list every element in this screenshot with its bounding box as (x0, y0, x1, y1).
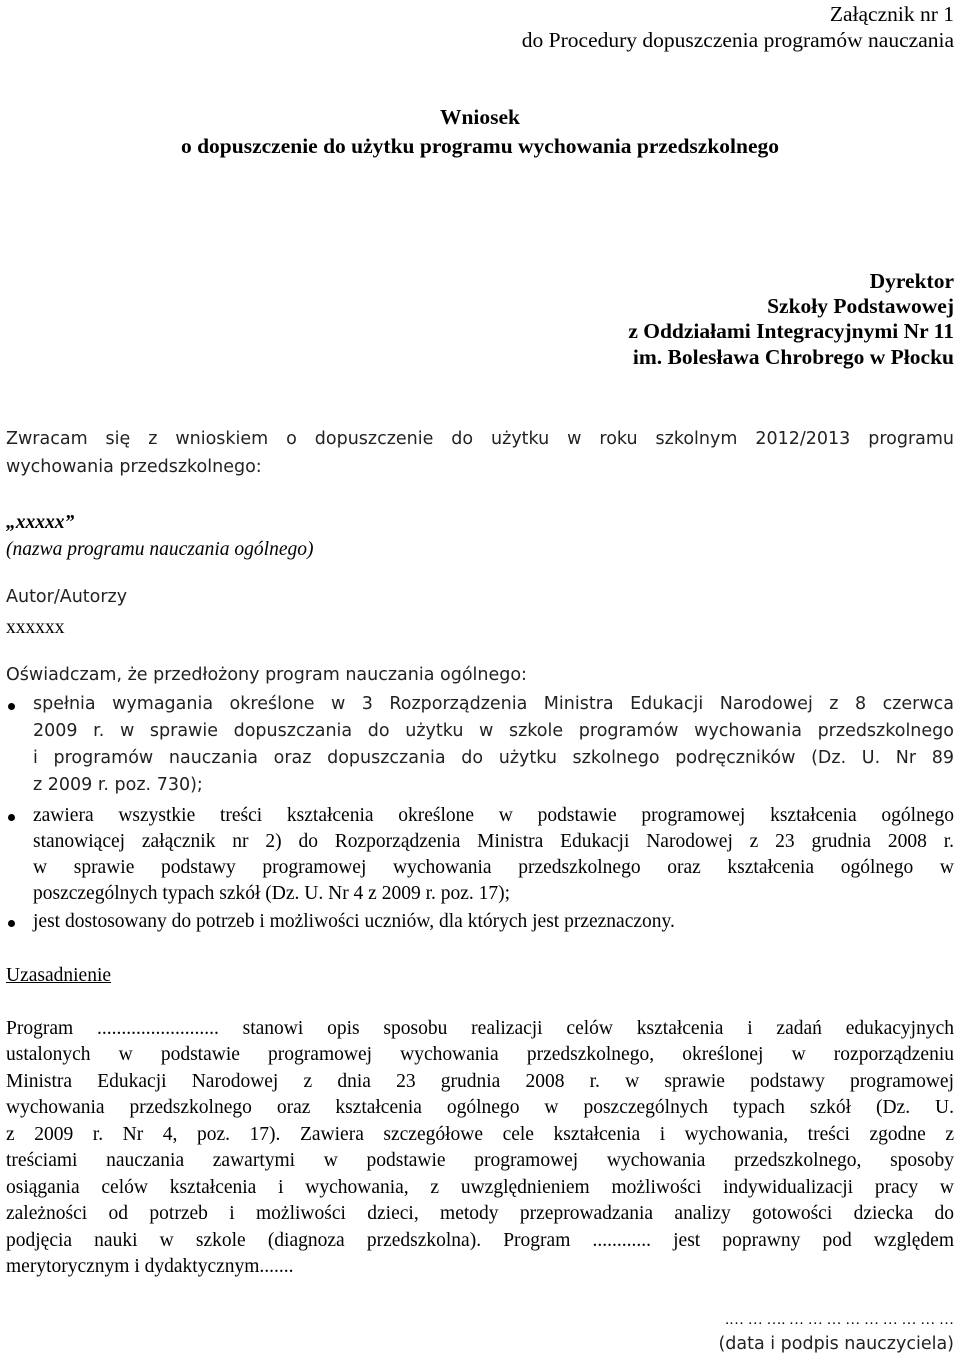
request-line-2: wychowania przedszkolnego: (6, 457, 262, 477)
author-value: xxxxxx (6, 617, 65, 638)
bullet-1-line-3: i programów nauczania oraz dopuszczania do użytku szkolnego podręczników (Dz. U. Nr 89 (33, 748, 954, 768)
bullet-2-marker (8, 814, 15, 821)
addressee-line-1: Dyrektor (869, 269, 954, 293)
bullet-2-line-3: w sprawie podstawy programowej wychowania przedszkolnego oraz kształcenia ogólnego w (33, 857, 954, 878)
bullet-1-line-4: z 2009 r. poz. 730); (33, 775, 203, 795)
justification-line-3: Ministra Edukacji Narodowej z dnia 23 grudnia 2008 r. w sprawie podstawy programowej (6, 1071, 954, 1092)
justification-line-8: zależności od potrzeb i możliwości dzieci, metody przeprowadzania analizy gotowości dziecka do (6, 1203, 954, 1224)
declaration-intro: Oświadczam, że przedłożony program nauczania ogólnego: (6, 665, 527, 685)
bullet-1-marker (8, 703, 15, 710)
justification-line-5: z 2009 r. Nr 4, poz. 17). Zawiera szczegółowe cele kształcenia i wychowania, treści zgodne z (6, 1124, 954, 1145)
signature-caption: (data i podpis nauczyciela) (718, 1334, 954, 1354)
addressee-line-3: z Oddziałami Integracyjnymi Nr 11 (628, 319, 954, 343)
justification-line-2: ustalonych w podstawie programowej wychowania przedszkolnego, określonej w rozporządzeniu (6, 1044, 954, 1065)
request-line-1: Zwracam się z wnioskiem o dopuszczenie do użytku w roku szkolnym 2012/2013 programu (6, 429, 954, 449)
bullet-3-marker (8, 920, 15, 927)
bullet-2-line-1: zawiera wszystkie treści kształcenia określone w podstawie programowej kształcenia ogólnego (33, 805, 954, 826)
bullet-2-line-2: stanowiącej załącznik nr 2) do Rozporządzenia Ministra Edukacji Narodowej z 23 grudnia 2008 r. (33, 831, 954, 852)
document-title: Wniosek (439, 105, 521, 129)
document-subtitle: o dopuszczenie do użytku programu wychowania przedszkolnego (180, 134, 780, 158)
justification-line-6: treściami nauczania zawartymi w podstawie programowej wychowania przedszkolnego, sposoby (6, 1150, 954, 1171)
bullet-1-line-2: 2009 r. w sprawie dopuszczania do użytku w szkole programów wychowania przedszkolnego (33, 721, 954, 741)
justification-line-9: podjęcia nauki w szkole (diagnoza przedszkolna). Program ............ jest poprawny pod względem (6, 1230, 954, 1251)
addressee-line-2: Szkoły Podstawowej (767, 294, 954, 318)
author-label: Autor/Autorzy (6, 587, 128, 607)
justification-heading: Uzasadnienie (6, 965, 112, 986)
attachment-procedure: do Procedury dopuszczenia programów nauczania (521, 28, 954, 52)
bullet-2-line-4: poszczególnych typach szkół (Dz. U. Nr 4 z 2009 r. poz. 17); (33, 883, 511, 904)
signature-dots: .… … …. … … … … … … … … … (725, 1312, 954, 1328)
justification-line-10: merytorycznym i dydaktycznym....... (6, 1256, 294, 1277)
justification-line-7: osiągania celów kształcenia i wychowania, z uwzględnieniem możliwości indywidualizacji pracy w (6, 1177, 954, 1198)
justification-line-1: Program ......................... stanowi opis sposobu realizacji celów kształcenia i zadań edukacyjnych (6, 1018, 954, 1039)
justification-line-4: wychowania przedszkolnego oraz kształcenia ogólnego w poszczególnych typach szkół (Dz. U. (6, 1097, 954, 1118)
bullet-3-text: jest dostosowany do potrzeb i możliwości uczniów, dla których jest przeznaczony. (33, 911, 675, 932)
bullet-1-line-1: spełnia wymagania określone w 3 Rozporządzenia Ministra Edukacji Narodowej z 8 czerwca (33, 694, 954, 714)
attachment-label: Załącznik nr 1 (829, 2, 954, 26)
program-name: „xxxxx” (6, 512, 75, 533)
addressee-line-4: im. Bolesława Chrobrego w Płocku (632, 345, 954, 369)
program-name-caption: (nazwa programu nauczania ogólnego) (6, 539, 314, 560)
